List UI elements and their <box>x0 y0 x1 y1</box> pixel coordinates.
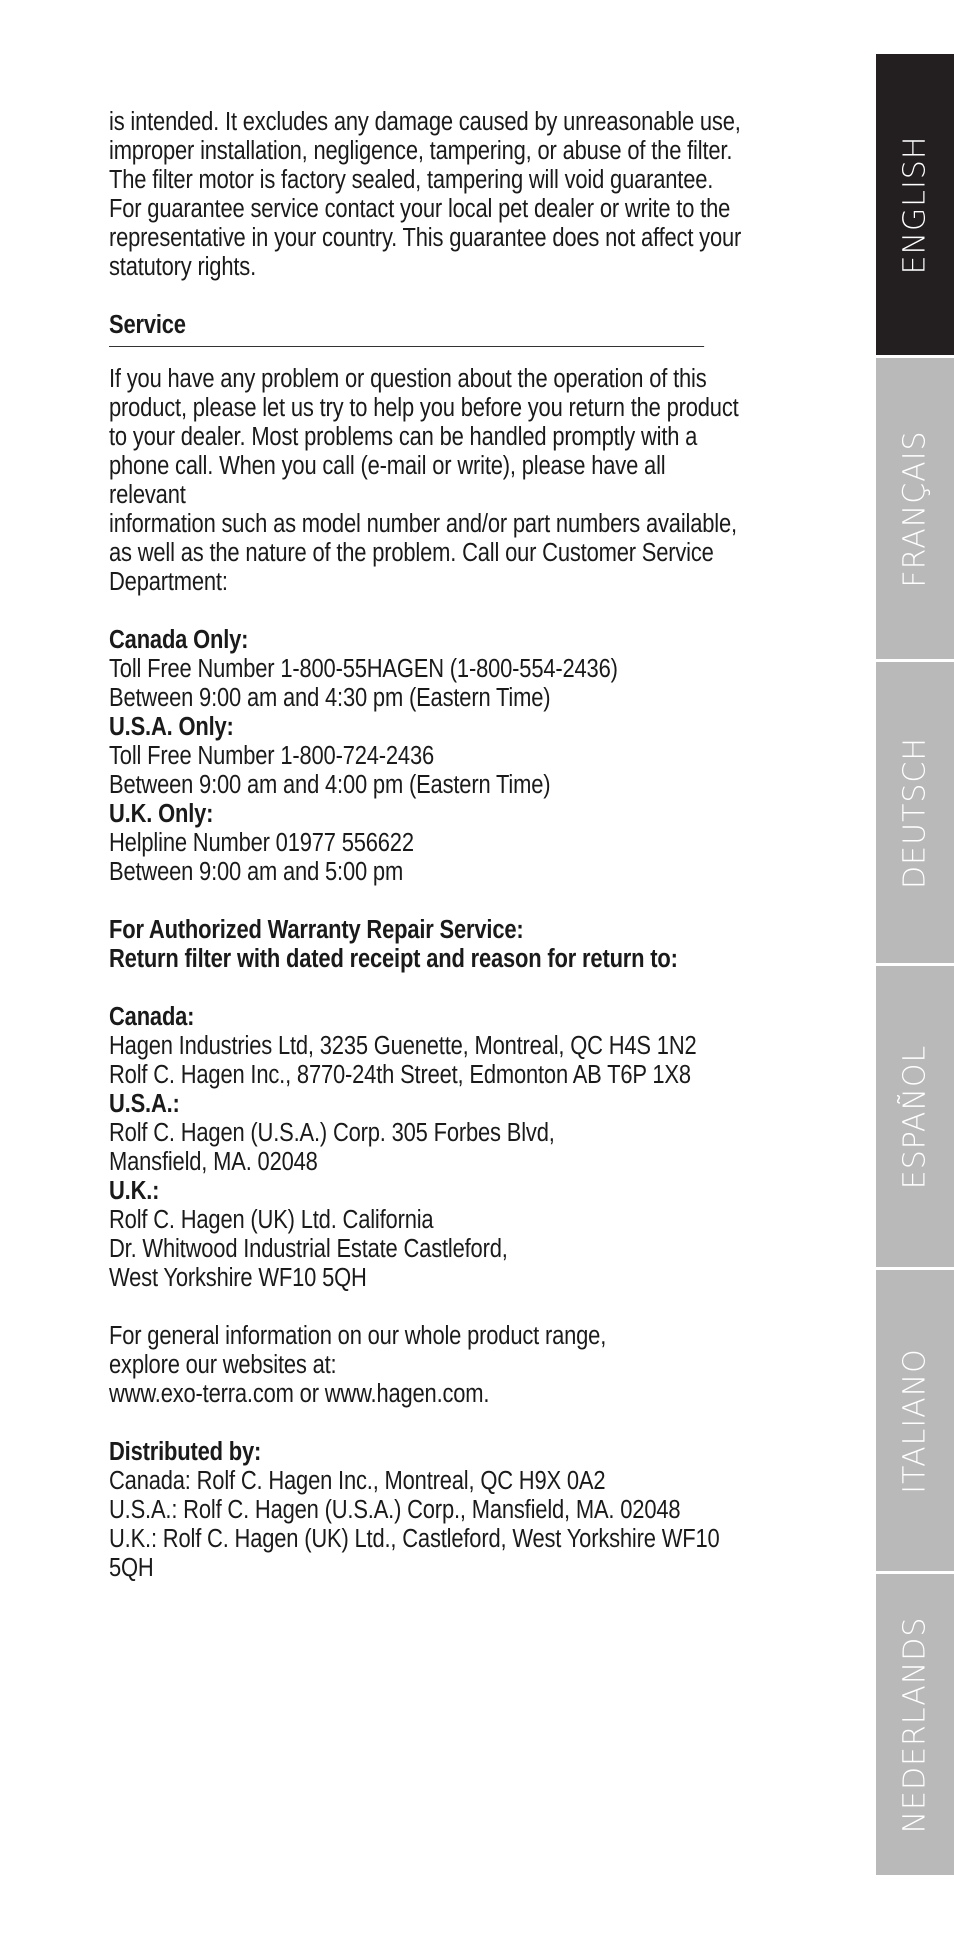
tab-nederlands[interactable] <box>876 1574 954 1875</box>
intro-line: is intended. It excludes any damage caused by unreasonable use, <box>109 108 741 136</box>
distributor-line: U.S.A.: Rolf C. Hagen (U.S.A.) Corp., Mansfield, MA. 02048 <box>109 1496 681 1524</box>
intro-line: representative in your country. This guarantee does not affect your <box>109 224 742 252</box>
intro-line: The filter motor is factory sealed, tampering will void guarantee. <box>109 166 714 194</box>
service-heading: Service <box>109 311 186 339</box>
address-line: Rolf C. Hagen Inc., 8770-24th Street, Edmonton AB T6P 1X8 <box>109 1061 691 1089</box>
contact-line: Between 9:00 am and 5:00 pm <box>109 858 404 886</box>
service-line: information such as model number and/or part numbers available, <box>109 510 737 538</box>
intro-line: improper installation, negligence, tampering, or abuse of the filter. <box>109 137 733 165</box>
warranty-subheading: Return filter with dated receipt and reason for return to: <box>109 945 678 973</box>
address-label-uk: U.K.: <box>109 1177 160 1205</box>
distributed-heading: Distributed by: <box>109 1438 262 1466</box>
tab-label: DEUTSCH <box>897 736 933 889</box>
tab-francais[interactable] <box>876 358 954 659</box>
address-line: Dr. Whitwood Industrial Estate Castleford, <box>109 1235 508 1263</box>
contact-label-canada: Canada Only: <box>109 626 249 654</box>
service-line: If you have any problem or question about the operation of this <box>109 365 707 393</box>
address-label-usa: U.S.A.: <box>109 1090 180 1118</box>
website-links: www.exo-terra.com or www.hagen.com. <box>109 1380 490 1408</box>
contact-line: Helpline Number 01977 556622 <box>109 829 414 857</box>
section-divider <box>109 346 704 347</box>
contact-line: Between 9:00 am and 4:30 pm (Eastern Time) <box>109 684 551 712</box>
address-line: Rolf C. Hagen (UK) Ltd. California <box>109 1206 434 1234</box>
tab-label: FRANÇAIS <box>897 429 933 588</box>
service-line: phone call. When you call (e-mail or write), please have all relevant <box>109 452 666 509</box>
tab-espanol[interactable] <box>876 966 954 1267</box>
general-info-line: For general information on our whole product range, <box>109 1322 607 1350</box>
distributor-line: Canada: Rolf C. Hagen Inc., Montreal, QC H9X 0A2 <box>109 1467 606 1495</box>
tab-label: NEDERLANDS <box>897 1616 933 1833</box>
language-tabs <box>876 54 954 1878</box>
document-body <box>109 108 742 1583</box>
tab-italiano[interactable] <box>876 1270 954 1571</box>
contact-line: Between 9:00 am and 4:00 pm (Eastern Time) <box>109 771 551 799</box>
address-line: West Yorkshire WF10 5QH <box>109 1264 367 1292</box>
address-line: Hagen Industries Ltd, 3235 Guenette, Montreal, QC H4S 1N2 <box>109 1032 697 1060</box>
address-line: Mansfield, MA. 02048 <box>109 1148 318 1176</box>
tab-label: ESPAÑOL <box>897 1044 933 1189</box>
tab-label: ITALIANO <box>897 1347 933 1494</box>
address-line: Rolf C. Hagen (U.S.A.) Corp. 305 Forbes Blvd, <box>109 1119 555 1147</box>
service-line: to your dealer. Most problems can be handled promptly with a <box>109 423 698 451</box>
service-line: product, please let us try to help you before you return the product <box>109 394 739 422</box>
distributor-line: U.K.: Rolf C. Hagen (UK) Ltd., Castleford, West Yorkshire WF10 5QH <box>109 1525 720 1582</box>
tab-label: ENGLISH <box>897 135 933 274</box>
contact-line: Toll Free Number 1-800-55HAGEN (1-800-554-2436) <box>109 655 618 683</box>
contact-label-uk: U.K. Only: <box>109 800 214 828</box>
service-line: Department: <box>109 568 228 596</box>
address-label-canada: Canada: <box>109 1003 195 1031</box>
intro-line: statutory rights. <box>109 253 256 281</box>
warranty-heading: For Authorized Warranty Repair Service: <box>109 916 524 944</box>
general-info-line: explore our websites at: <box>109 1351 337 1379</box>
contact-line: Toll Free Number 1-800-724-2436 <box>109 742 435 770</box>
service-line: as well as the nature of the problem. Call our Customer Service <box>109 539 714 567</box>
tab-deutsch[interactable] <box>876 662 954 963</box>
contact-label-usa: U.S.A. Only: <box>109 713 234 741</box>
intro-line: For guarantee service contact your local pet dealer or write to the <box>109 195 731 223</box>
tab-english[interactable] <box>876 54 954 355</box>
